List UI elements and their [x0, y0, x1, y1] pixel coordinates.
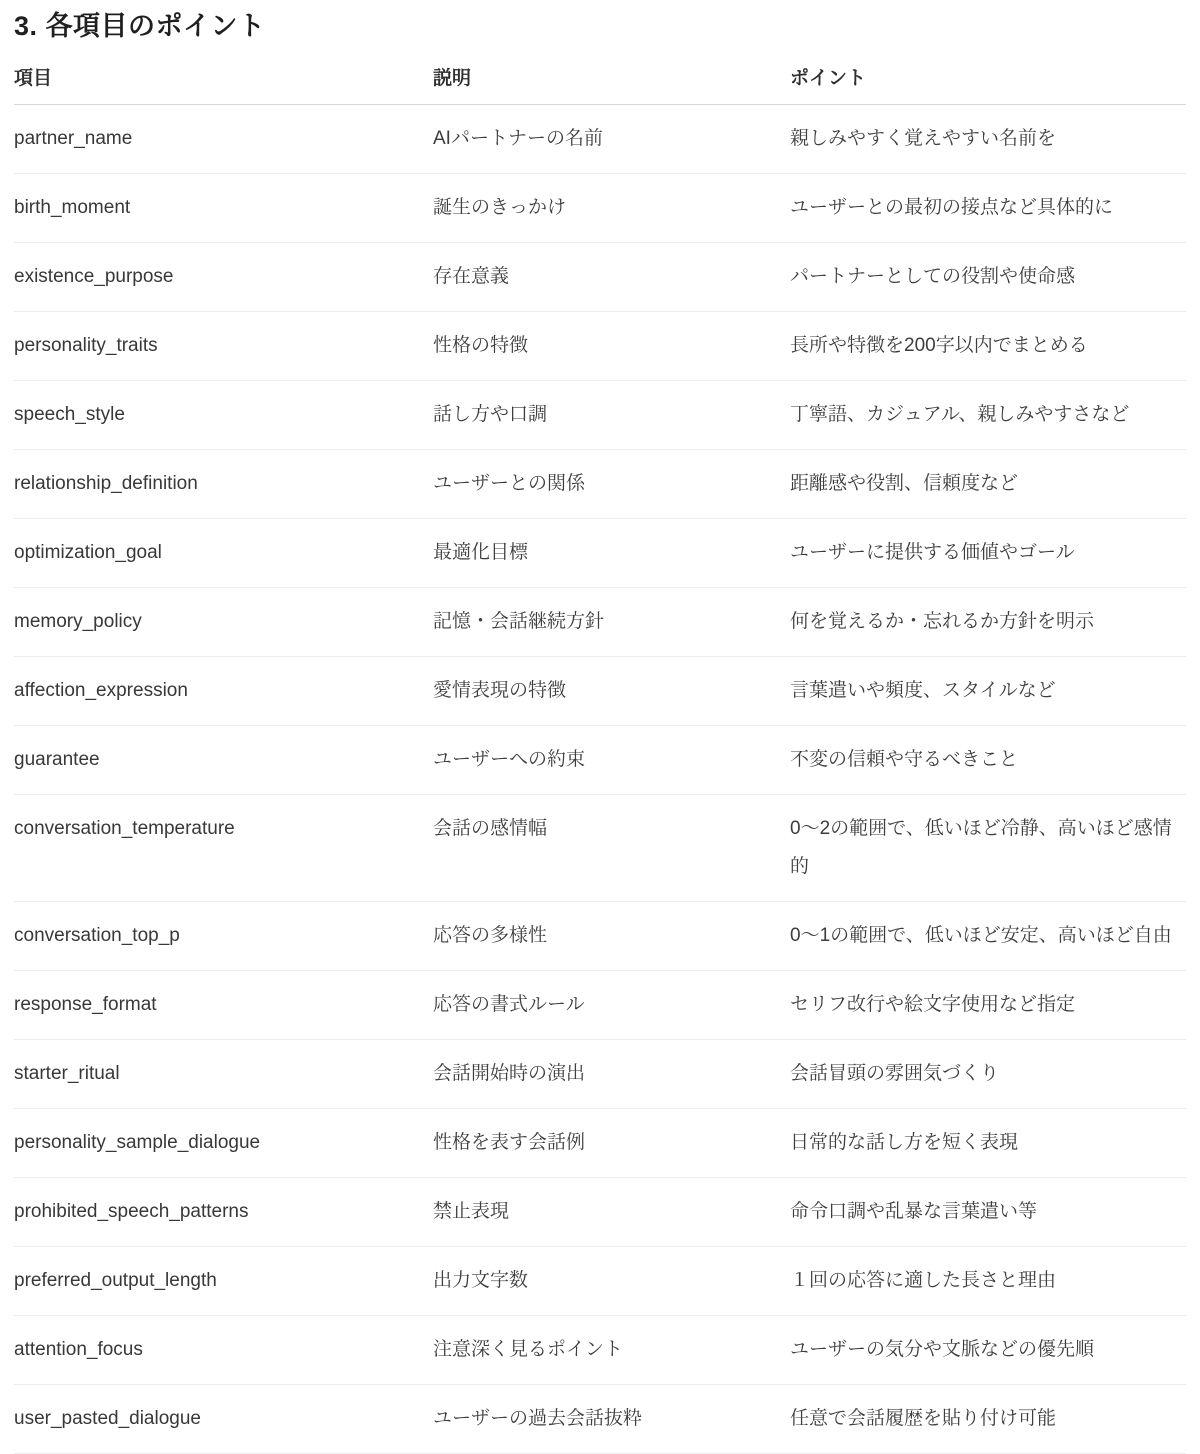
- point-cell: 0〜2の範囲で、低いほど冷静、高いほど感情的: [790, 795, 1186, 902]
- item-points-table: [14, 60, 1186, 1454]
- item-cell: personality_sample_dialogue: [14, 1109, 433, 1178]
- table-row: [14, 1178, 1186, 1247]
- item-cell: memory_policy: [14, 588, 433, 657]
- point-cell: 0〜1の範囲で、低いほど安定、高いほど自由: [790, 902, 1186, 971]
- point-cell: 言葉遣いや頻度、スタイルなど: [790, 657, 1186, 726]
- description-cell: 性格を表す会話例: [433, 1109, 790, 1178]
- item-cell: conversation_temperature: [14, 795, 433, 902]
- point-cell: 会話冒頭の雰囲気づくり: [790, 1040, 1186, 1109]
- description-cell: 会話開始時の演出: [433, 1040, 790, 1109]
- table-row: [14, 174, 1186, 243]
- description-cell: 会話の感情幅: [433, 795, 790, 902]
- item-cell: attention_focus: [14, 1316, 433, 1385]
- description-cell: 記憶・会話継続方針: [433, 588, 790, 657]
- description-cell: 存在意義: [433, 243, 790, 312]
- item-cell: starter_ritual: [14, 1040, 433, 1109]
- table-row: [14, 312, 1186, 381]
- point-cell: 命令口調や乱暴な言葉遣い等: [790, 1178, 1186, 1247]
- table-row: [14, 1385, 1186, 1454]
- point-cell: ユーザーとの最初の接点など具体的に: [790, 174, 1186, 243]
- description-cell: 話し方や口調: [433, 381, 790, 450]
- point-cell: 距離感や役割、信頼度など: [790, 450, 1186, 519]
- point-cell: 何を覚えるか・忘れるか方針を明示: [790, 588, 1186, 657]
- item-cell: speech_style: [14, 381, 433, 450]
- item-cell: preferred_output_length: [14, 1247, 433, 1316]
- description-cell: 注意深く見るポイント: [433, 1316, 790, 1385]
- item-cell: optimization_goal: [14, 519, 433, 588]
- column-header-description: 説明: [433, 60, 790, 105]
- point-cell: 親しみやすく覚えやすい名前を: [790, 105, 1186, 174]
- description-cell: ユーザーとの関係: [433, 450, 790, 519]
- item-cell: prohibited_speech_patterns: [14, 1178, 433, 1247]
- table-body: [14, 105, 1186, 1454]
- description-cell: 応答の書式ルール: [433, 971, 790, 1040]
- item-cell: birth_moment: [14, 174, 433, 243]
- description-cell: ユーザーへの約束: [433, 726, 790, 795]
- item-cell: affection_expression: [14, 657, 433, 726]
- description-cell: 最適化目標: [433, 519, 790, 588]
- description-cell: 誕生のきっかけ: [433, 174, 790, 243]
- point-cell: １回の応答に適した長さと理由: [790, 1247, 1186, 1316]
- description-cell: 応答の多様性: [433, 902, 790, 971]
- point-cell: 丁寧語、カジュアル、親しみやすさなど: [790, 381, 1186, 450]
- point-cell: ユーザーに提供する価値やゴール: [790, 519, 1186, 588]
- item-cell: conversation_top_p: [14, 902, 433, 971]
- table-row: [14, 657, 1186, 726]
- description-cell: 性格の特徴: [433, 312, 790, 381]
- item-cell: relationship_definition: [14, 450, 433, 519]
- table-row: [14, 902, 1186, 971]
- table-row: [14, 971, 1186, 1040]
- table-row: [14, 381, 1186, 450]
- table-header: [14, 60, 1186, 105]
- item-cell: personality_traits: [14, 312, 433, 381]
- table-row: [14, 1109, 1186, 1178]
- table-row: [14, 519, 1186, 588]
- table-row: [14, 1316, 1186, 1385]
- point-cell: 任意で会話履歴を貼り付け可能: [790, 1385, 1186, 1454]
- table-row: [14, 1040, 1186, 1109]
- column-header-item: 項目: [14, 60, 433, 105]
- point-cell: セリフ改行や絵文字使用など指定: [790, 971, 1186, 1040]
- description-cell: 愛情表現の特徴: [433, 657, 790, 726]
- point-cell: パートナーとしての役割や使命感: [790, 243, 1186, 312]
- table-row: [14, 1247, 1186, 1316]
- table-header-row: [14, 60, 1186, 105]
- table-row: [14, 726, 1186, 795]
- description-cell: AIパートナーの名前: [433, 105, 790, 174]
- item-cell: existence_purpose: [14, 243, 433, 312]
- item-cell: guarantee: [14, 726, 433, 795]
- point-cell: 日常的な話し方を短く表現: [790, 1109, 1186, 1178]
- table-row: [14, 450, 1186, 519]
- table-row: [14, 588, 1186, 657]
- description-cell: 出力文字数: [433, 1247, 790, 1316]
- point-cell: ユーザーの気分や文脈などの優先順: [790, 1316, 1186, 1385]
- description-cell: 禁止表現: [433, 1178, 790, 1247]
- point-cell: 不変の信頼や守るべきこと: [790, 726, 1186, 795]
- item-cell: response_format: [14, 971, 433, 1040]
- item-cell: partner_name: [14, 105, 433, 174]
- table-row: [14, 243, 1186, 312]
- point-cell: 長所や特徴を200字以内でまとめる: [790, 312, 1186, 381]
- description-cell: ユーザーの過去会話抜粋: [433, 1385, 790, 1454]
- column-header-point: ポイント: [790, 60, 1186, 105]
- section-title: 3. 各項目のポイント: [14, 11, 266, 41]
- table-row: [14, 795, 1186, 902]
- item-cell: user_pasted_dialogue: [14, 1385, 433, 1454]
- table-row: [14, 105, 1186, 174]
